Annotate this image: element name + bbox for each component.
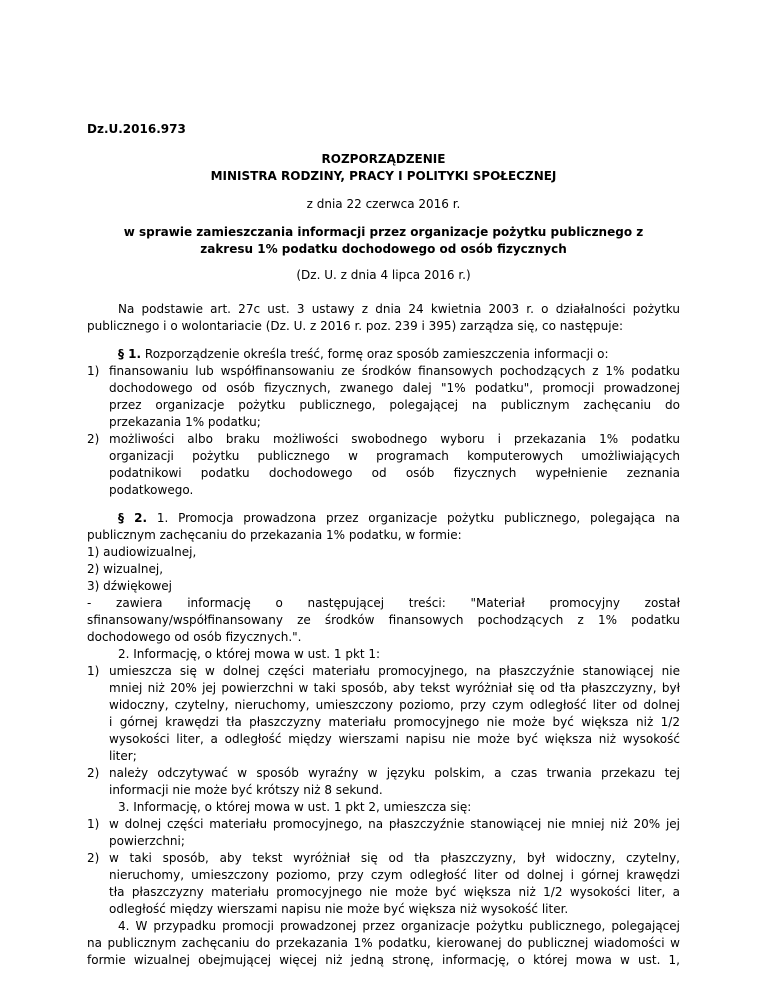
item-text-line: i górnej krawędzi tła płaszczyzny materiału promocyjnego nie może być większa niż 1/2 (109, 715, 680, 729)
preamble-line: publicznego i o wolontariacie (Dz. U. z 2016 r. poz. 239 i 395) zarządza się, co następuje: (87, 319, 624, 333)
item-text-line: mniej niż 20% jej powierzchni w taki sposób, aby tekst wyróżniał się od tła płaszczyzny, był (109, 681, 680, 695)
item-text-line: przekazania 1% podatku; (109, 415, 261, 429)
act-date: z dnia 22 czerwca 2016 r. (306, 197, 461, 211)
section-2-mark: § 2. (118, 511, 148, 525)
section-2-intro-text: 1. Promocja prowadzona przez organizacje pożytku publicznego, polegająca na (147, 511, 680, 525)
publication-note: (Dz. U. z dnia 4 lipca 2016 r.) (296, 268, 471, 282)
item-text-line: informacji nie może być krótszy niż 8 sekund. (109, 783, 383, 797)
subsection-4-line: na publicznym zachęcaniu do przekazania 1% podatku, kierowanej do publicznej wiadomości w (87, 936, 680, 950)
section-1-mark: § 1. (118, 347, 142, 361)
item-text-line: powierzchni; (109, 834, 185, 848)
form-item: 1) audiowizualnej, (87, 545, 197, 559)
list-item (87, 816, 680, 833)
paragraph-line: dochodowego od osób fizycznych.". (87, 630, 302, 644)
list-item (87, 431, 680, 448)
subsection-4-line: formie wizualnej obejmującej więcej niż jedną stronę, informację, o której mowa w ust. 1, (87, 953, 680, 967)
list-item (87, 765, 680, 782)
item-text-line: przez organizacje pożytku publicznego, polegającej na publicznym zachęcaniu do (109, 398, 680, 412)
item-text-line: dochodowego od osób fizycznych, zwanego dalej "1% podatku", promocji prowadzonej (109, 381, 680, 395)
item-text-line: organizacji pożytku publicznego w programach komputerowych umożliwiających (109, 449, 680, 463)
subject-line-2: zakresu 1% podatku dochodowego od osób fizycznych (200, 242, 567, 256)
item-number: 1) (87, 817, 100, 831)
section-1-intro-text: Rozporządzenie określa treść, formę oraz sposób zamieszczenia informacji o: (141, 347, 609, 361)
issuer-title: MINISTRA RODZINY, PRACY I POLITYKI SPOŁECZNEJ (210, 169, 557, 183)
item-text-line: odległość między wierszami napisu nie może być większa niż wysokość liter. (109, 902, 569, 916)
item-number: 1) (87, 664, 100, 678)
item-text-line: finansowaniu lub współfinansowaniu ze środków finansowych pochodzących z 1% podatku (109, 364, 680, 378)
item-text-line: tła płaszczyzny materiału promocyjnego nie może być większa niż 1/2 wysokości liter, a (109, 885, 680, 899)
item-text-line: liter; (109, 749, 137, 763)
subsection-2: 2. Informację, o której mowa w ust. 1 pkt 1: (118, 647, 381, 661)
document-id: Dz.U.2016.973 (87, 122, 186, 136)
paragraph-line: sfinansowany/współfinansowany ze środków finansowych pochodzących z 1% podatku (87, 613, 680, 627)
section-1-intro (87, 346, 680, 363)
act-type-title: ROZPORZĄDZENIE (321, 152, 446, 166)
paragraph-line: publicznym zachęcaniu do przekazania 1% podatku, w formie: (87, 528, 462, 542)
section-2-intro (87, 510, 680, 527)
list-item (87, 363, 680, 380)
subsection-3: 3. Informację, o której mowa w ust. 1 pkt 2, umieszcza się: (118, 800, 472, 814)
item-number: 1) (87, 364, 100, 378)
item-text-line: w taki sposób, aby tekst wyróżniał się od tła płaszczyzny, był widoczny, czytelny, (109, 851, 680, 865)
item-text-line: umieszcza się w dolnej części materiału promocyjnego, na płaszczyźnie stanowiącej nie (109, 664, 680, 678)
item-text-line: należy odczytywać w sposób wyraźny w języku polskim, a czas trwania przekazu tej (109, 766, 680, 780)
item-text-line: możliwości albo braku możliwości swobodnego wyboru i przekazania 1% podatku (109, 432, 680, 446)
item-text-line: nieruchomy, umieszczony poziomo, przy czym odległość liter od dolnej i górnej krawędzi (109, 868, 680, 882)
item-text-line: w dolnej części materiału promocyjnego, na płaszczyźnie stanowiącej nie mniej niż 20% jej (109, 817, 680, 831)
item-text-line: wysokości liter, a odległość między wierszami napisu nie może być większa niż wysokość (109, 732, 680, 746)
item-number: 2) (87, 766, 100, 780)
form-item: 2) wizualnej, (87, 562, 164, 576)
list-item (87, 850, 680, 867)
paragraph-line: - zawiera informację o następującej treści: "Materiał promocyjny został (87, 596, 680, 610)
item-text-line: widoczny, czytelny, nieruchomy, umieszczony poziomo, przy czym odległość liter od dolnej (109, 698, 680, 712)
subsection-4-line: 4. W przypadku promocji prowadzonej przez organizacje pożytku publicznego, polegającej (118, 919, 680, 933)
item-number: 2) (87, 851, 100, 865)
item-text-line: podatnikowi podatku dochodowego od osób fizycznych wypełnienie zeznania (109, 466, 680, 480)
preamble-line: Na podstawie art. 27c ust. 3 ustawy z dnia 24 kwietnia 2003 r. o działalności pożytku (118, 302, 680, 316)
list-item (87, 663, 680, 680)
item-text-line: podatkowego. (109, 483, 194, 497)
subject-line-1: w sprawie zamieszczania informacji przez organizacje pożytku publicznego z (123, 225, 644, 239)
form-item: 3) dźwiękowej (87, 579, 172, 593)
item-number: 2) (87, 432, 100, 446)
